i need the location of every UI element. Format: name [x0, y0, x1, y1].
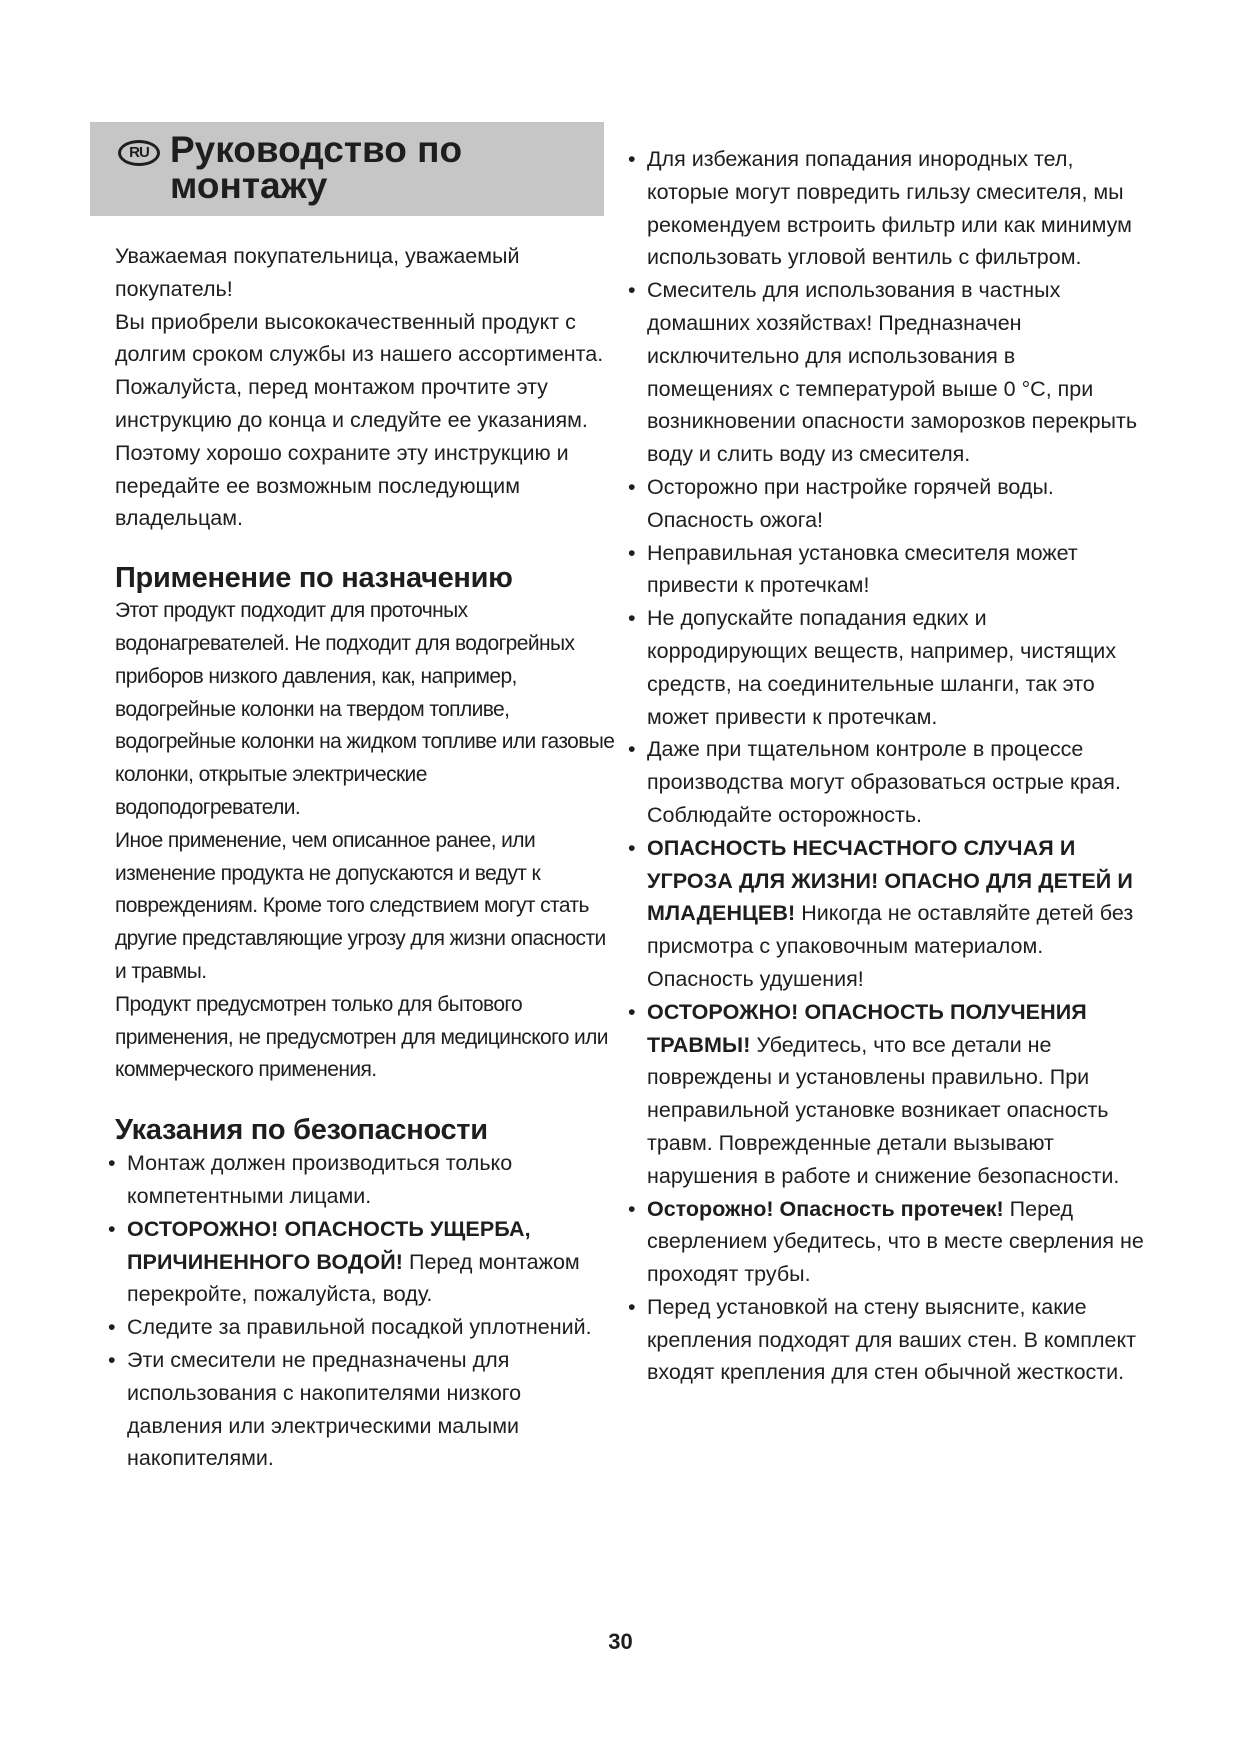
purpose-paragraph-3: Продукт предусмотрен только для бытового применения, не предусмотрен для медицинского или коммерческого применения.: [115, 992, 608, 1082]
left-column: [115, 240, 615, 1475]
list-item: • Эти смесители не предназначены для использования с накопителями низкого давления или электрическими малыми накопителями.: [115, 1344, 615, 1475]
purpose-paragraph-2: Иное применение, чем описанное ранее, или изменение продукта не допускаются и ведут к повреждениям. Кроме того следствием могут стать другие представляющие угрозу для жизни опасности и травмы.: [115, 828, 606, 983]
language-badge: RU: [118, 140, 160, 166]
purpose-paragraph-1: Этот продукт подходит для проточных водонагревателей. Не подходит для водогрейных приборов низкого давления, как, например, водогрейные колонки на твердом топливе, водогрейные колонки на жидком топливе или газовые колонки, открытые электрические водоподогреватели.: [115, 599, 615, 819]
safety-list-right: [635, 143, 1145, 1389]
intro-paragraph-1: Вы приобрели высококачественный продукт с долгим сроком службы из нашего ассортимента. Пожалуйста, перед монтажом прочтите эту инструкцию до конца и следуйте ее указаниям.: [115, 309, 604, 432]
list-item: • Монтаж должен производиться только компетентными лицами.: [115, 1147, 615, 1213]
list-item: • Следите за правильной посадкой уплотнений.: [115, 1311, 615, 1344]
intro-greeting: Уважаемая покупательница, уважаемый покупатель!: [115, 244, 520, 301]
list-item: • Для избежания попадания инородных тел, которые могут повредить гильзу смесителя, мы рекомендуем встроить фильтр или как минимум использовать угловой вентиль с фильтром.: [635, 143, 1145, 274]
page-title: Руководство по монтажу: [170, 129, 463, 206]
list-item: • Неправильная установка смесителя может привести к протечкам!: [635, 537, 1145, 603]
list-item: • Перед установкой на стену выясните, какие крепления подходят для ваших стен. В комплект входят крепления для стен обычной жесткости.: [635, 1291, 1145, 1389]
right-column: [635, 143, 1145, 1389]
purpose-heading: Применение по назначению: [115, 562, 513, 595]
list-item: • ОСТОРОЖНО! ОПАСНОСТЬ УЩЕРБА, ПРИЧИНЕННОГО ВОДОЙ! Перед монтажом перекройте, пожалуйста, воду.: [115, 1213, 615, 1311]
list-item: • Осторожно при настройке горячей воды. Опасность ожога!: [635, 471, 1145, 537]
list-item: • Осторожно! Опасность протечек! Перед сверлением убедитесь, что в месте сверления не проходят трубы.: [635, 1193, 1145, 1291]
list-item: • Не допускайте попадания едких и корродирующих веществ, например, чистящих средств, на соединительные шланги, так это может привести к протечкам.: [635, 602, 1145, 733]
list-item: • ОСТОРОЖНО! ОПАСНОСТЬ ПОЛУЧЕНИЯ ТРАВМЫ! Убедитесь, что все детали не повреждены и установлены правильно. При неправильной установке возникает опасность травм. Поврежденные детали вызывают нарушения в работе и снижение безопасности.: [635, 996, 1145, 1193]
list-item: • Смеситель для использования в частных домашних хозяйствах! Предназначен исключительно для использования в помещениях с температурой выше 0 °C, при возникновении опасности заморозков перекрыть воду и слить воду из смесителя.: [635, 274, 1145, 471]
safety-heading: Указания по безопасности: [115, 1114, 488, 1147]
page-number: 30: [608, 1629, 633, 1654]
list-item: • ОПАСНОСТЬ НЕСЧАСТНОГО СЛУЧАЯ И УГРОЗА ДЛЯ ЖИЗНИ! ОПАСНО ДЛЯ ДЕТЕЙ И МЛАДЕНЦЕВ! Никогда не оставляйте детей без присмотра с упаковочным материалом. Опасность удушения!: [635, 832, 1145, 996]
safety-list-left: [115, 1147, 615, 1475]
intro-paragraph-2: Поэтому хорошо сохраните эту инструкцию и передайте ее возможным последующим владельцам.: [115, 440, 569, 531]
section-header: [90, 122, 604, 216]
list-item: • Даже при тщательном контроле в процессе производства могут образоваться острые края. Соблюдайте осторожность.: [635, 733, 1145, 831]
